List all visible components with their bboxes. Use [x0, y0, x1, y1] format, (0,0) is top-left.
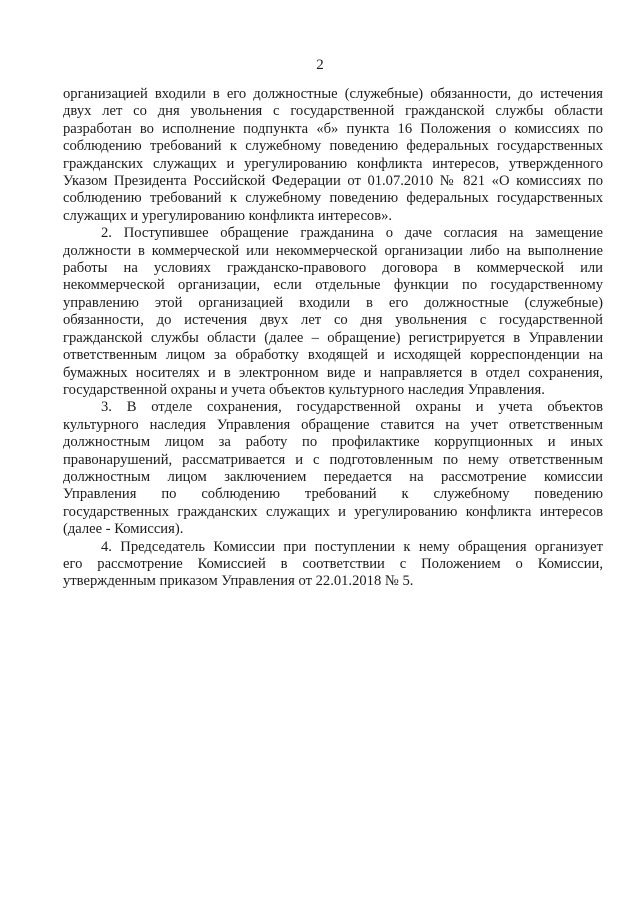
- text-line: бумажных носителях и в электронном виде и направляется в отдел сохранения,: [63, 364, 603, 381]
- text-line: управлению этой организацией входили в его должностные (служебные): [63, 294, 603, 311]
- text-line: некоммерческой организации, если отдельные функции по государственному: [63, 277, 603, 294]
- text-line: обязанности, до истечения двух лет со дня увольнения с государственной: [63, 312, 603, 329]
- paragraph-continuation: [63, 86, 603, 225]
- text-line: 2. Поступившее обращение гражданина о даче согласия на замещение: [101, 225, 603, 242]
- text-line: двух лет со дня увольнения с государственной гражданской службы области: [63, 103, 603, 120]
- text-line: (далее - Комиссия).: [63, 521, 184, 538]
- text-line: служащих и урегулированию конфликта интересов».: [63, 207, 393, 224]
- text-line: государственной охраны и учета объектов культурного наследия Управления.: [63, 381, 545, 398]
- text-line: должности в коммерческой или некоммерческой организации либо на выполнение: [63, 242, 603, 259]
- text-line: его рассмотрение Комиссией в соответствии с Положением о Комиссии,: [63, 555, 603, 572]
- text-line: Указом Президента Российской Федерации от 01.07.2010 № 821 «О комиссиях по: [63, 173, 603, 190]
- text-line: должностным лицом за работу по профилактике коррупционных и иных: [63, 434, 603, 451]
- text-line: 4. Председатель Комиссии при поступлении к нему обращения организует: [101, 538, 603, 555]
- document-body: [63, 86, 603, 591]
- text-line: организацией входили в его должностные (служебные) обязанности, до истечения: [63, 86, 603, 102]
- text-line: разработан во исполнение подпункта «б» пункта 16 Положения о комиссиях по: [63, 120, 603, 137]
- text-line: культурного наследия Управления обращение ставится на учет ответственным: [63, 416, 603, 433]
- text-line: должностным лицом заключением передается на рассмотрение комиссии: [63, 468, 603, 485]
- text-line: работы на условиях гражданско-правового договора в коммерческой или: [63, 260, 603, 277]
- paragraph-item-4: [63, 539, 603, 591]
- text-line: ответственным лицом за обработку входящей и исходящей корреспонденции на: [63, 347, 603, 364]
- text-line: гражданской службы области (далее – обращение) регистрируется в Управлении: [63, 329, 603, 346]
- text-line: соблюдению требований к служебному поведению федеральных государственных: [63, 190, 603, 207]
- text-line: соблюдению требований к служебному поведению федеральных государственных: [63, 138, 603, 155]
- page-number: 2: [316, 57, 324, 73]
- paragraph-item-2: [63, 225, 603, 399]
- text-line: утвержденным приказом Управления от 22.01.2018 № 5.: [63, 573, 414, 590]
- text-line: правонарушений, рассматривается и с подготовленным по нему ответственным: [63, 451, 603, 468]
- text-line: гражданских служащих и урегулированию конфликта интересов, утвержденного: [63, 155, 603, 172]
- paragraph-item-3: [63, 399, 603, 538]
- text-line: государственных гражданских служащих и урегулированию конфликта интересов: [63, 503, 603, 520]
- text-line: Управления по соблюдению требований к служебному поведению: [63, 486, 603, 503]
- text-line: 3. В отделе сохранения, государственной охраны и учета объектов: [101, 399, 603, 416]
